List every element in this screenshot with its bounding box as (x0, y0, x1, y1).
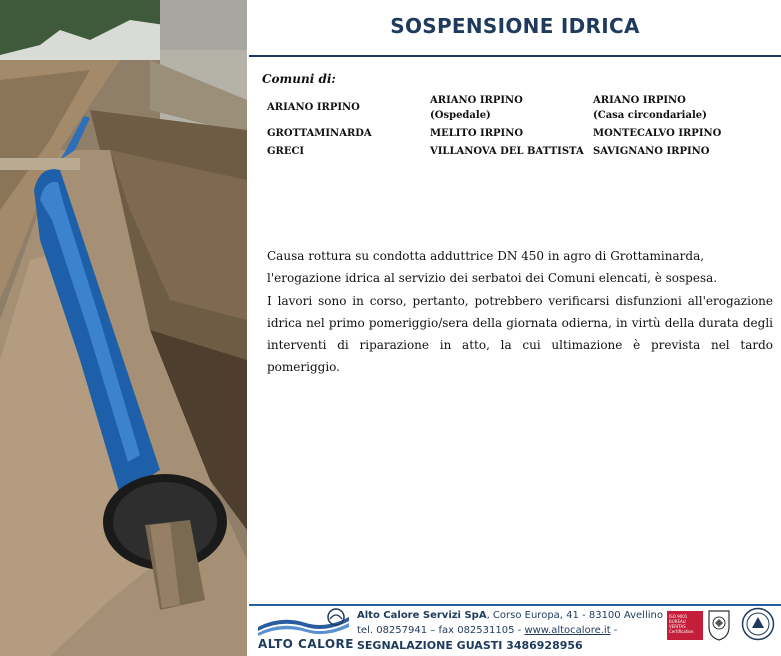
town-melito-irpino (430, 126, 523, 141)
town-ariano-irpino (267, 100, 360, 115)
bureau-veritas-seal-icon (705, 609, 733, 641)
company-contacts: tel. 08257941 – fax 082531105 - (357, 625, 525, 636)
town-name: ARIANO IRPINO (267, 102, 360, 113)
town-ariano-irpino-ospedale (430, 93, 523, 123)
town-name: SAVIGNANO IRPINO (593, 146, 710, 157)
town-greci (267, 144, 304, 159)
town-savignano-irpino (593, 144, 710, 159)
title-divider (249, 55, 781, 57)
town-name: ARIANO IRPINO (593, 95, 686, 106)
logo-graphic-icon (256, 607, 351, 637)
town-name: ARIANO IRPINO (430, 95, 523, 106)
town-name: VILLANOVA DEL BATTISTA (430, 146, 584, 157)
iso-9001-badge (667, 611, 703, 640)
town-name: GROTTAMINARDA (267, 128, 372, 139)
pipe-trench-photo (0, 0, 247, 656)
accreditation-seal-icon (741, 607, 775, 641)
company-name: Alto Calore Servizi SpA (357, 610, 487, 621)
notice-paragraph-works: I lavori sono in corso, pertanto, potrebbero verificarsi disfunzioni all'erogazione idrica nel primo pomeriggio/sera della giornata odierna, in virtù della durata degli interventi di riparazione in atto, la cui ultimazione è prevista nel tardo pomeriggio. (267, 293, 773, 375)
notice-body (267, 245, 773, 379)
company-address-line (357, 608, 663, 623)
iso-9001-badge-text: ISO 9001 BUREAU VERITAS Certification (669, 614, 694, 634)
comuni-label: Comuni di: (262, 72, 336, 86)
town-name: MELITO IRPINO (430, 128, 524, 139)
town-detail: (Ospedale) (430, 110, 491, 121)
logo-text: ALTO CALORE (258, 637, 354, 651)
town-detail: (Casa circondariale) (593, 110, 707, 121)
company-contacts-line (357, 623, 663, 638)
town-name: GRECI (267, 146, 305, 157)
company-address: , Corso Europa, 41 - 83100 Avellino (486, 610, 663, 621)
town-villanova-del-battista (430, 144, 584, 159)
town-grottaminarda (267, 126, 372, 141)
town-montecalvo-irpino (593, 126, 721, 141)
website-link[interactable]: www.altocalore.it (524, 625, 611, 636)
town-name: MONTECALVO IRPINO (593, 128, 722, 139)
company-info (357, 608, 663, 653)
page-title: SOSPENSIONE IDRICA (390, 14, 640, 38)
town-ariano-irpino-casa-circondariale (593, 93, 707, 123)
notice-paragraph-cause: Causa rottura su condotta adduttrice DN 450 in agro di Grottaminarda, l'erogazione idrica al servizio dei serbatoi dei Comuni elencati, è sospesa. (267, 249, 718, 286)
footer-divider (249, 604, 781, 606)
fault-report-line: SEGNALAZIONE GUASTI 3486928956 (357, 639, 583, 652)
company-contacts-end: - (610, 625, 618, 636)
